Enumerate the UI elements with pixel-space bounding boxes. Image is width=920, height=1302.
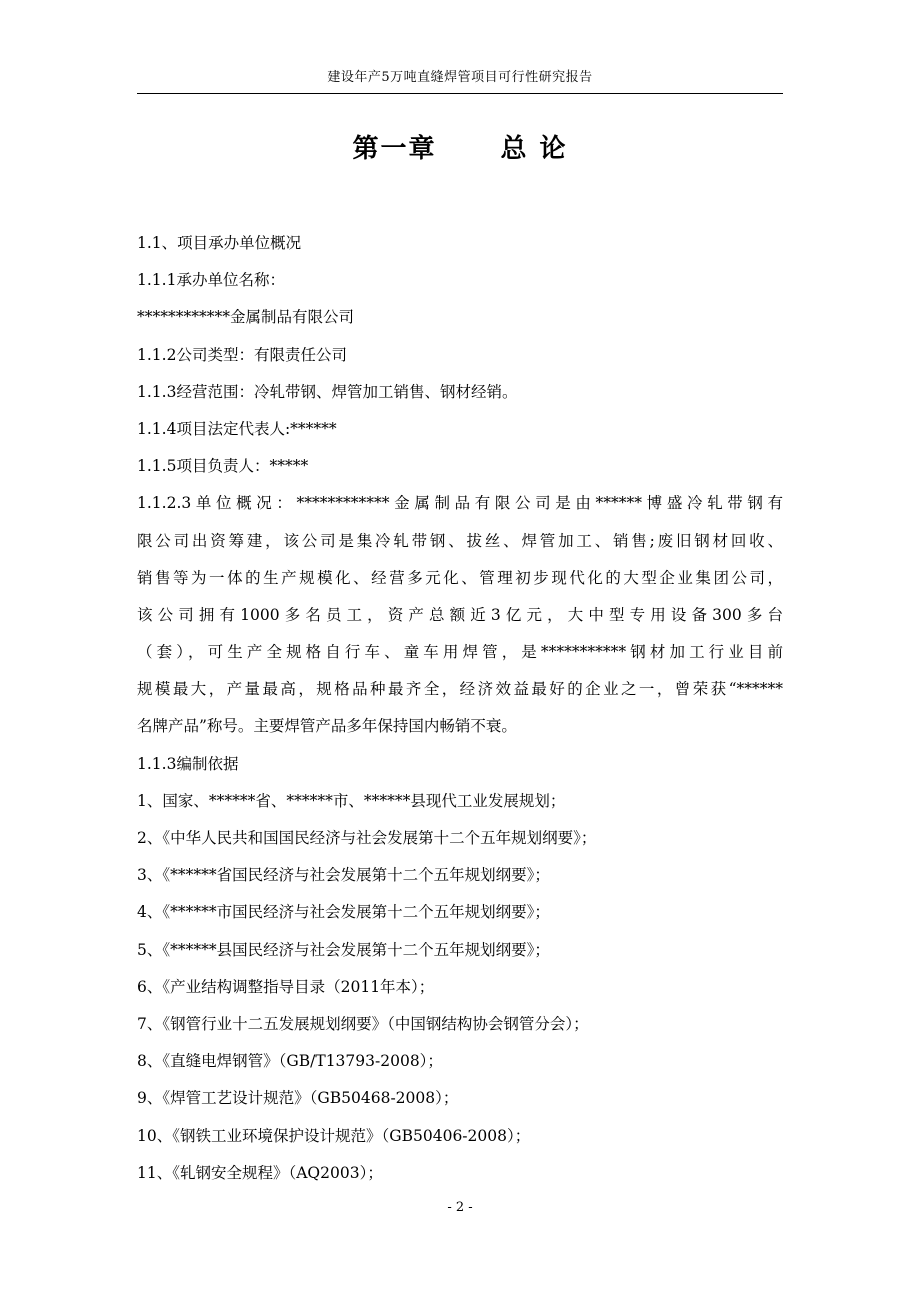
basis-item: 2、《中华人民共和国国民经济与社会发展第十二个五年规划纲要》； [137,829,597,847]
overview-line: 名牌产品”称号。主要焊管产品多年保持国内畅销不衰。 [137,717,517,736]
basis-item: 7、《钢管行业十二五发展规划纲要》（中国钢结构协会钢管分会）； [137,1014,589,1033]
company-name: ************金属制品有限公司 [137,308,355,327]
chapter-name: 总 论 [500,134,568,164]
chapter-number: 第一章 [352,134,437,164]
project-leader: 1.1.5项目负责人：***** [137,457,309,476]
overview-line: 规模最大，产量最高，规格品种最齐全，经济效益最好的企业之一，曾荣获“****** [137,680,783,699]
basis-item: 4、《******市国民经济与社会发展第十二个五年规划纲要》； [137,903,550,922]
basis-heading: 1.1.3编制依据 [137,754,239,773]
chapter-title [0,128,920,165]
document-body [137,225,783,1192]
basis-item: 3、《******省国民经济与社会发展第十二个五年规划纲要》； [137,866,550,885]
overview-line: 销售等为一体的生产规模化、经营多元化、管理初步现代化的大型企业集团公司， [137,568,783,587]
basis-item: 5、《******县国民经济与社会发展第十二个五年规划纲要》； [137,940,550,959]
overview-line: 限公司出资筹建，该公司是集冷轧带钢、拔丝、焊管加工、销售;废旧钢材回收、 [137,531,783,550]
basis-item: 10、《钢铁工业环境保护设计规范》（GB50406-2008）； [137,1126,531,1145]
basis-item: 9、《焊管工艺设计规范》（GB50468-2008）； [137,1089,459,1108]
overview-line: 1.1.2.3单位概况：************金属制品有限公司是由******博盛冷轧带钢有 [137,494,783,513]
basis-item: 8、《直缝电焊钢管》（GB/T13793-2008）； [137,1052,443,1071]
header-divider [137,93,783,94]
page-number: - 2 - [447,1200,473,1215]
company-type: 1.1.2公司类型：有限责任公司 [137,345,347,364]
section-heading: 1.1、项目承办单位概况 [137,234,302,252]
overview-line: （套），可生产全规格自行车、童车用焊管，是***********钢材加工行业目前 [137,643,783,662]
business-scope: 1.1.3经营范围：冷轧带钢、焊管加工销售、钢材经销。 [137,382,518,401]
legal-representative: 1.1.4项目法定代表人:****** [137,419,337,438]
subsection-company-name-label: 1.1.1承办单位名称： [137,271,285,290]
page-header-title: 建设年产5万吨直缝焊管项目可行性研究报告 [327,70,593,85]
overview-line: 该公司拥有1000多名员工，资产总额近3亿元，大中型专用设备300多台 [137,605,783,624]
basis-item: 11、《轧钢安全规程》（AQ2003）； [137,1163,383,1182]
basis-item: 6、《产业结构调整指导目录（2011年本）； [137,977,435,996]
basis-item: 1、国家、******省、******市、******县现代工业发展规划； [137,791,566,810]
